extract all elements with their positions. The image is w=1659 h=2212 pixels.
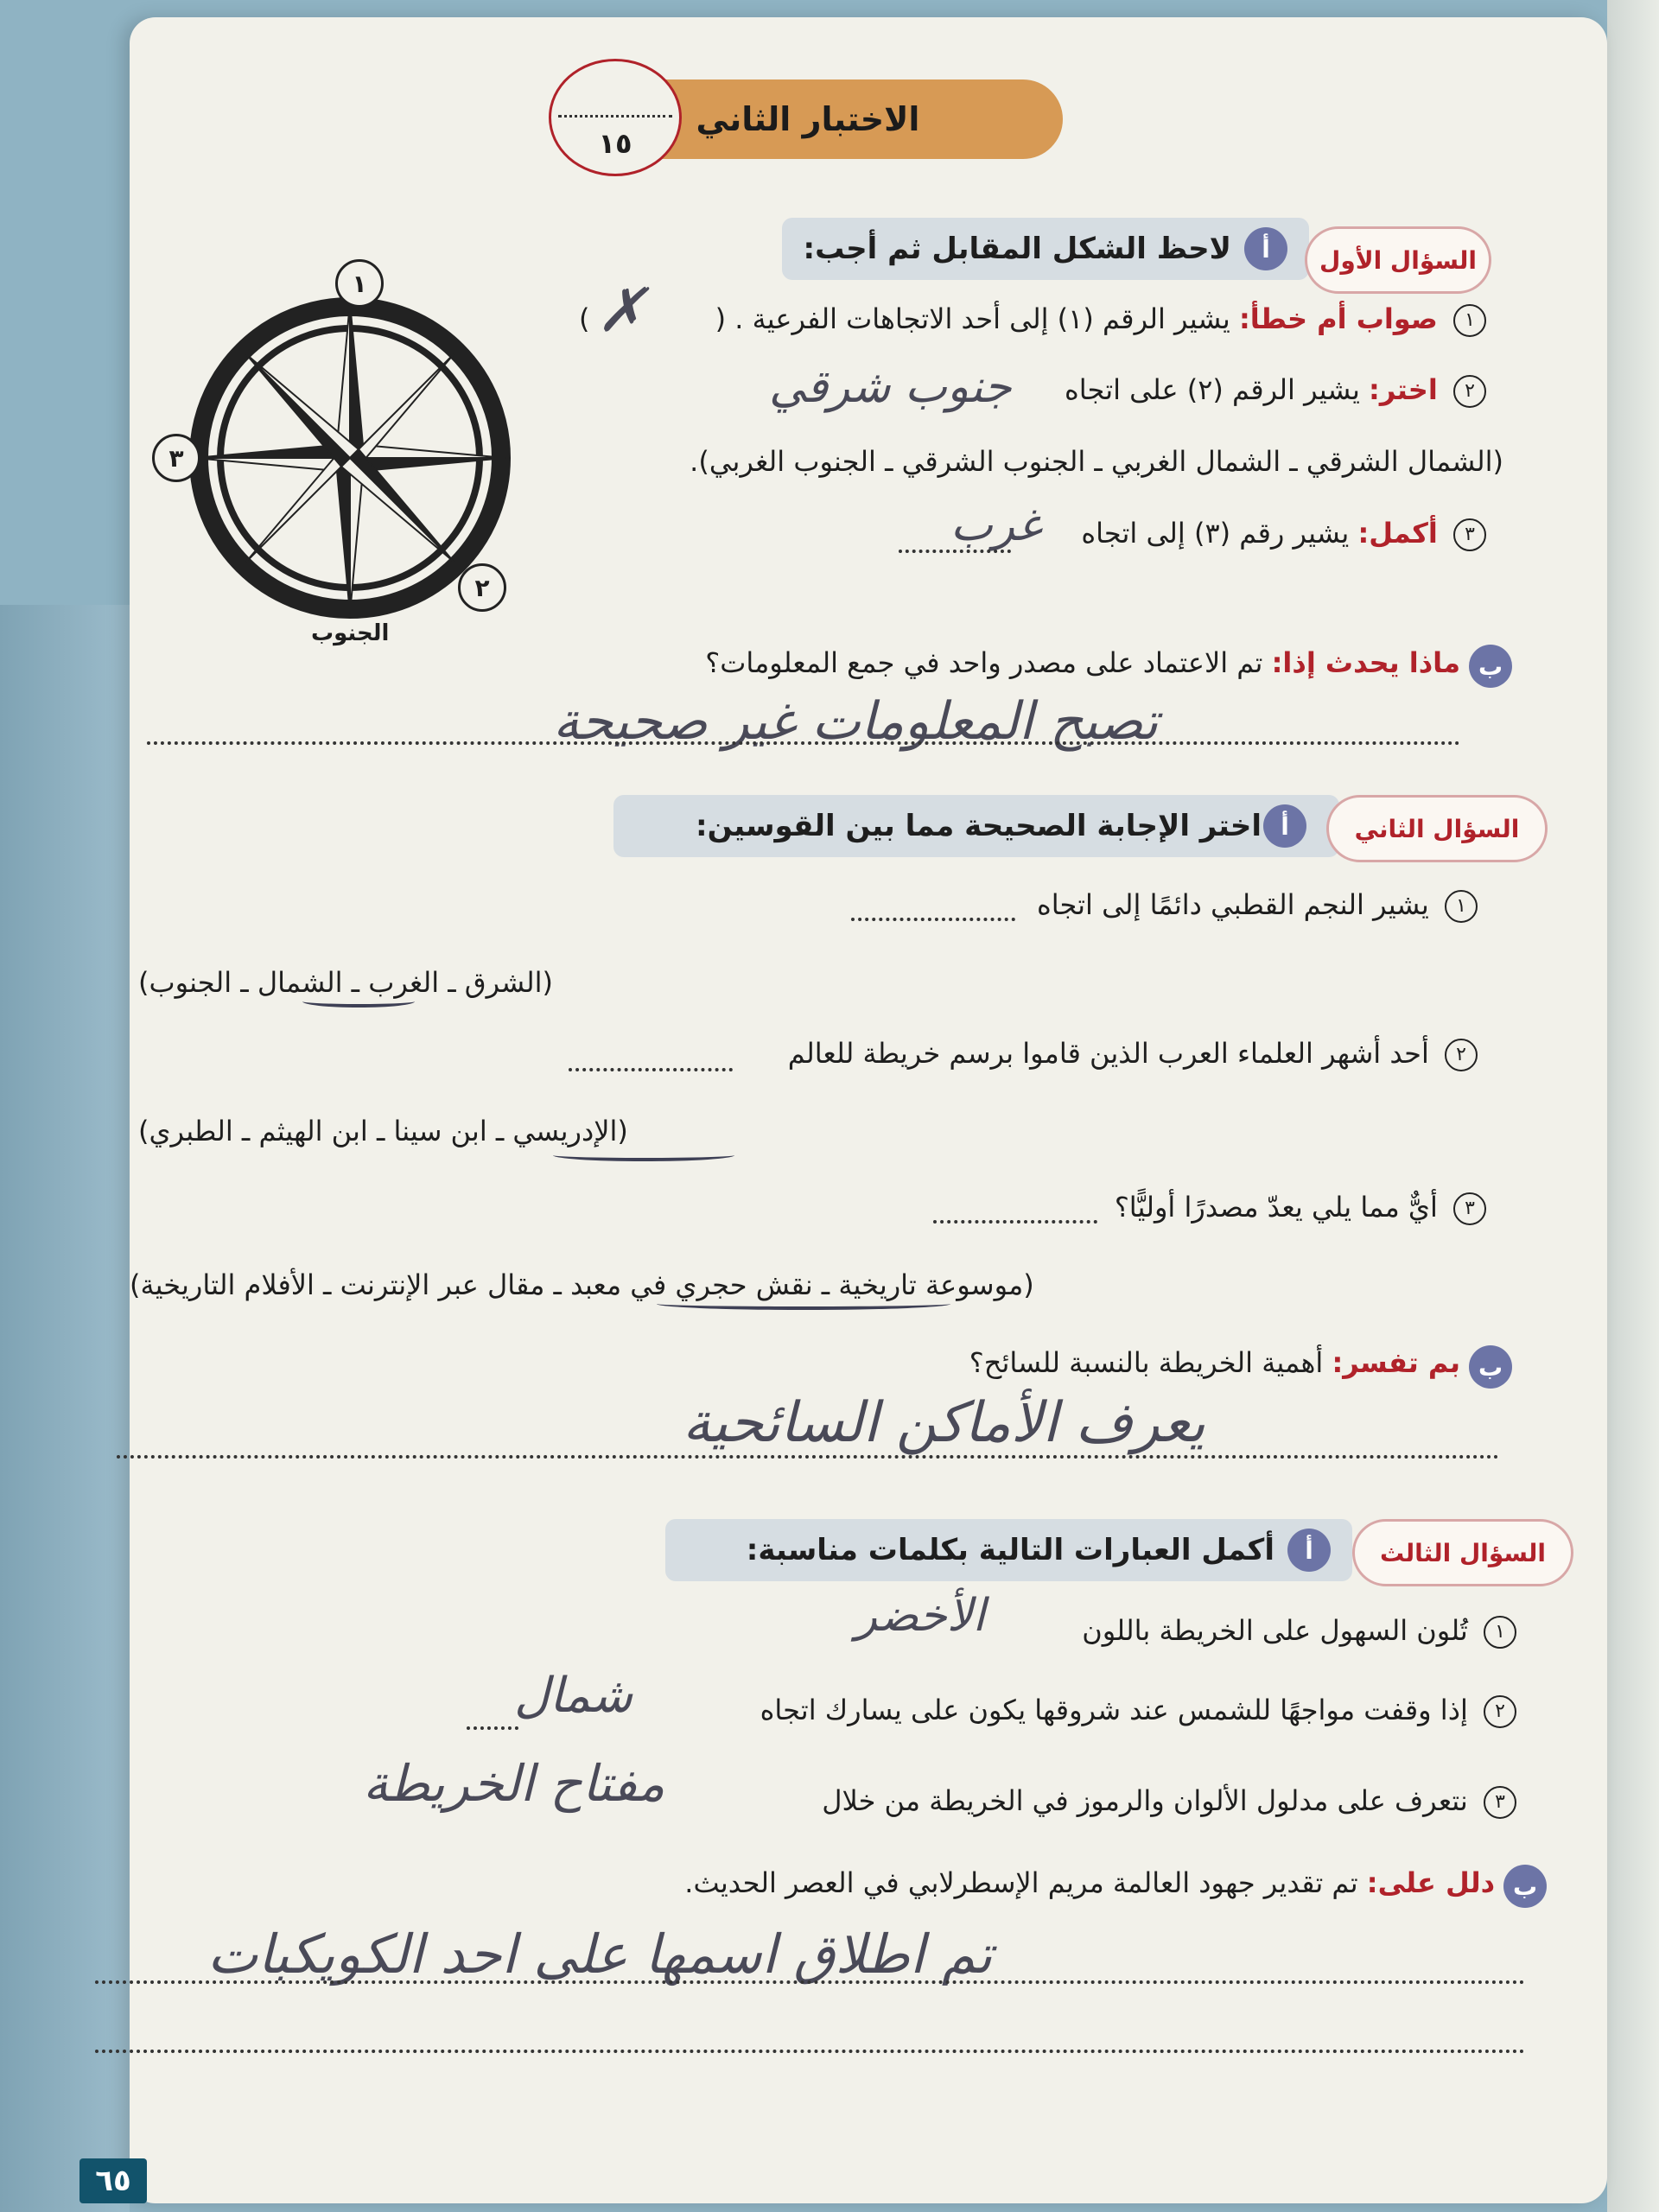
q2-item-1-answer-line: [851, 918, 1015, 921]
q1-label-text: السؤال الأول: [1319, 245, 1477, 275]
q1-item-2-lead: اختر:: [1369, 373, 1438, 406]
q2-item-1-selected-underline: [302, 995, 415, 1007]
q2-item-3-number: ٣: [1453, 1192, 1486, 1225]
q3-item-2-answer-line: [467, 1726, 518, 1730]
q2-item-2-text: أحد أشهر العلماء العرب الذين قاموا برسم خريطة للعالم: [787, 1037, 1429, 1070]
q2-instruction-bar: [613, 795, 1339, 857]
q3-item-3: [822, 1784, 1516, 1819]
q3-item-2-number: ٢: [1484, 1695, 1516, 1728]
q1-item-3-answer-line: [899, 550, 1011, 553]
compass-marker-1: ١: [335, 259, 384, 308]
q3-item-1-answer: الأخضر: [855, 1590, 986, 1642]
q2-part-b: [969, 1346, 1460, 1379]
q1-item-1-close: ): [579, 302, 590, 335]
q2-badge-b: ب: [1469, 1345, 1512, 1389]
q3-item-3-text: نتعرف على مدلول الألوان والرموز في الخريطة من خلال: [822, 1784, 1468, 1817]
background-surface: [0, 605, 130, 2212]
q3-item-2-answer: شمال: [514, 1668, 633, 1724]
q1-item-1: [715, 302, 1486, 337]
compass-marker-3: ٣: [152, 434, 200, 482]
q2-instruction: اختر الإجابة الصحيحة مما بين القوسين:: [696, 809, 1262, 843]
q3-item-3-number: ٣: [1484, 1786, 1516, 1819]
q2-item-1-options: (الشرق ـ الغرب ـ الشمال ـ الجنوب): [138, 966, 553, 999]
q3-badge-a: أ: [1287, 1529, 1331, 1572]
test-number: ١٥: [598, 127, 632, 160]
q3-part-b-answer: تم اطلاق اسمها على احد الكويكبات: [207, 1923, 993, 1986]
q2-badge-a: أ: [1263, 804, 1306, 848]
q1-instruction: لاحظ الشكل المقابل ثم أجب:: [803, 232, 1231, 266]
q1-item-3-lead: أكمل:: [1357, 517, 1438, 550]
q3-instruction-bar: [665, 1519, 1352, 1581]
compass-marker-2: ٢: [458, 563, 506, 612]
q3-label: [1352, 1519, 1573, 1586]
q2-item-3-text: أيٌّ مما يلي يعدّ مصدرًا أوليًّا؟: [1114, 1191, 1438, 1224]
q3-badge-b: ب: [1503, 1865, 1547, 1908]
q3-part-b-text: تم تقدير جهود العالمة مريم الإسطرلابي في العصر الحديث.: [684, 1866, 1358, 1899]
q2-part-b-text: أهمية الخريطة بالنسبة للسائح؟: [969, 1346, 1324, 1379]
q2-item-2-answer-line: [569, 1068, 733, 1071]
q3-part-b-answer-line-1: [95, 1980, 1525, 1984]
q1-item-3-answer: غرب: [950, 499, 1041, 551]
q3-label-text: السؤال الثالث: [1380, 1538, 1547, 1567]
q3-item-1-text: تُلون السهول على الخريطة باللون: [1082, 1614, 1468, 1647]
q1-item-2-answer: جنوب شرقي: [769, 361, 1012, 413]
q3-item-2-text: إذا وقفت مواجهًا للشمس عند شروقها يكون على يسارك اتجاه: [760, 1694, 1468, 1726]
q1-item-3-text: يشير رقم (٣) إلى اتجاه: [1081, 517, 1350, 550]
q2-item-1-text: يشير النجم القطبي دائمًا إلى اتجاه: [1036, 888, 1429, 921]
page-number: ٦٥: [79, 2158, 147, 2203]
test-number-circle: [549, 59, 682, 176]
q2-item-2-number: ٢: [1445, 1039, 1478, 1071]
q3-item-1-number: ١: [1484, 1616, 1516, 1649]
q2-item-1: [1037, 888, 1478, 923]
q2-part-b-lead: بم تفسر:: [1332, 1346, 1460, 1379]
q2-item-2: [788, 1037, 1478, 1071]
q2-item-2-options: (الإدريسي ـ ابن سينا ـ ابن الهيثم ـ الطبري): [138, 1115, 628, 1147]
test-title: الاختبار الثاني: [696, 100, 920, 138]
q1-item-1-lead: صواب أم خطأ:: [1238, 302, 1438, 335]
q2-item-1-number: ١: [1445, 890, 1478, 923]
q2-item-3-options: (موسوعة تاريخية ـ نقش حجري في معبد ـ مقال عبر الإنترنت ـ الأفلام التاريخية): [130, 1268, 1034, 1301]
next-page-edge: [1607, 0, 1659, 2212]
q1-part-b-answer: تصبح المعلومات غير صحيحة: [553, 691, 1159, 752]
q2-item-3: [1115, 1191, 1486, 1225]
q3-part-b: [684, 1866, 1495, 1899]
q1-part-b: [705, 646, 1460, 679]
q1-part-b-lead: ماذا يحدث إذا:: [1271, 646, 1460, 679]
q2-item-3-selected-underline: [657, 1298, 950, 1310]
q3-part-b-lead: دلل على:: [1366, 1866, 1495, 1899]
q2-part-b-answer-line: [117, 1455, 1499, 1459]
q1-item-3: [1081, 517, 1486, 551]
q1-badge-b: ب: [1469, 645, 1512, 688]
q1-item-3-number: ٣: [1453, 518, 1486, 551]
q1-part-b-answer-line: [147, 741, 1460, 745]
q1-item-1-text: يشير الرقم (١) إلى أحد الاتجاهات الفرعية . (: [715, 302, 1230, 335]
q2-item-3-answer-line: [933, 1220, 1097, 1224]
q1-item-1-number: ١: [1453, 304, 1486, 337]
q1-item-2-options: (الشمال الشرقي ـ الشمال الغربي ـ الجنوب الشرقي ـ الجنوب الغربي).: [690, 445, 1503, 478]
compass-south-label: الجنوب: [311, 620, 390, 646]
q3-instruction: أكمل العبارات التالية بكلمات مناسبة:: [746, 1533, 1274, 1567]
q1-badge-a: أ: [1244, 227, 1287, 270]
q1-instruction-bar: [782, 218, 1309, 280]
q1-item-2-text: يشير الرقم (٢) على اتجاه: [1065, 373, 1360, 406]
q2-part-b-answer: يعرف الأماكن السائحية: [683, 1391, 1205, 1455]
q3-item-3-answer: مفتاح الخريطة: [363, 1754, 665, 1813]
q1-item-1-answer: ✗: [596, 275, 647, 346]
q2-item-2-selected-underline: [553, 1149, 734, 1161]
q3-item-1: [1082, 1614, 1516, 1649]
q2-label-text: السؤال الثاني: [1354, 814, 1520, 843]
q3-item-2: [760, 1694, 1516, 1728]
q3-part-b-answer-line-2: [95, 2050, 1525, 2053]
q1-item-2-number: ٢: [1453, 375, 1486, 408]
q2-label: [1326, 795, 1548, 862]
q1-part-b-text: تم الاعتماد على مصدر واحد في جمع المعلومات؟: [705, 646, 1263, 679]
q1-label: [1305, 226, 1491, 294]
q1-item-2: [1065, 373, 1486, 408]
